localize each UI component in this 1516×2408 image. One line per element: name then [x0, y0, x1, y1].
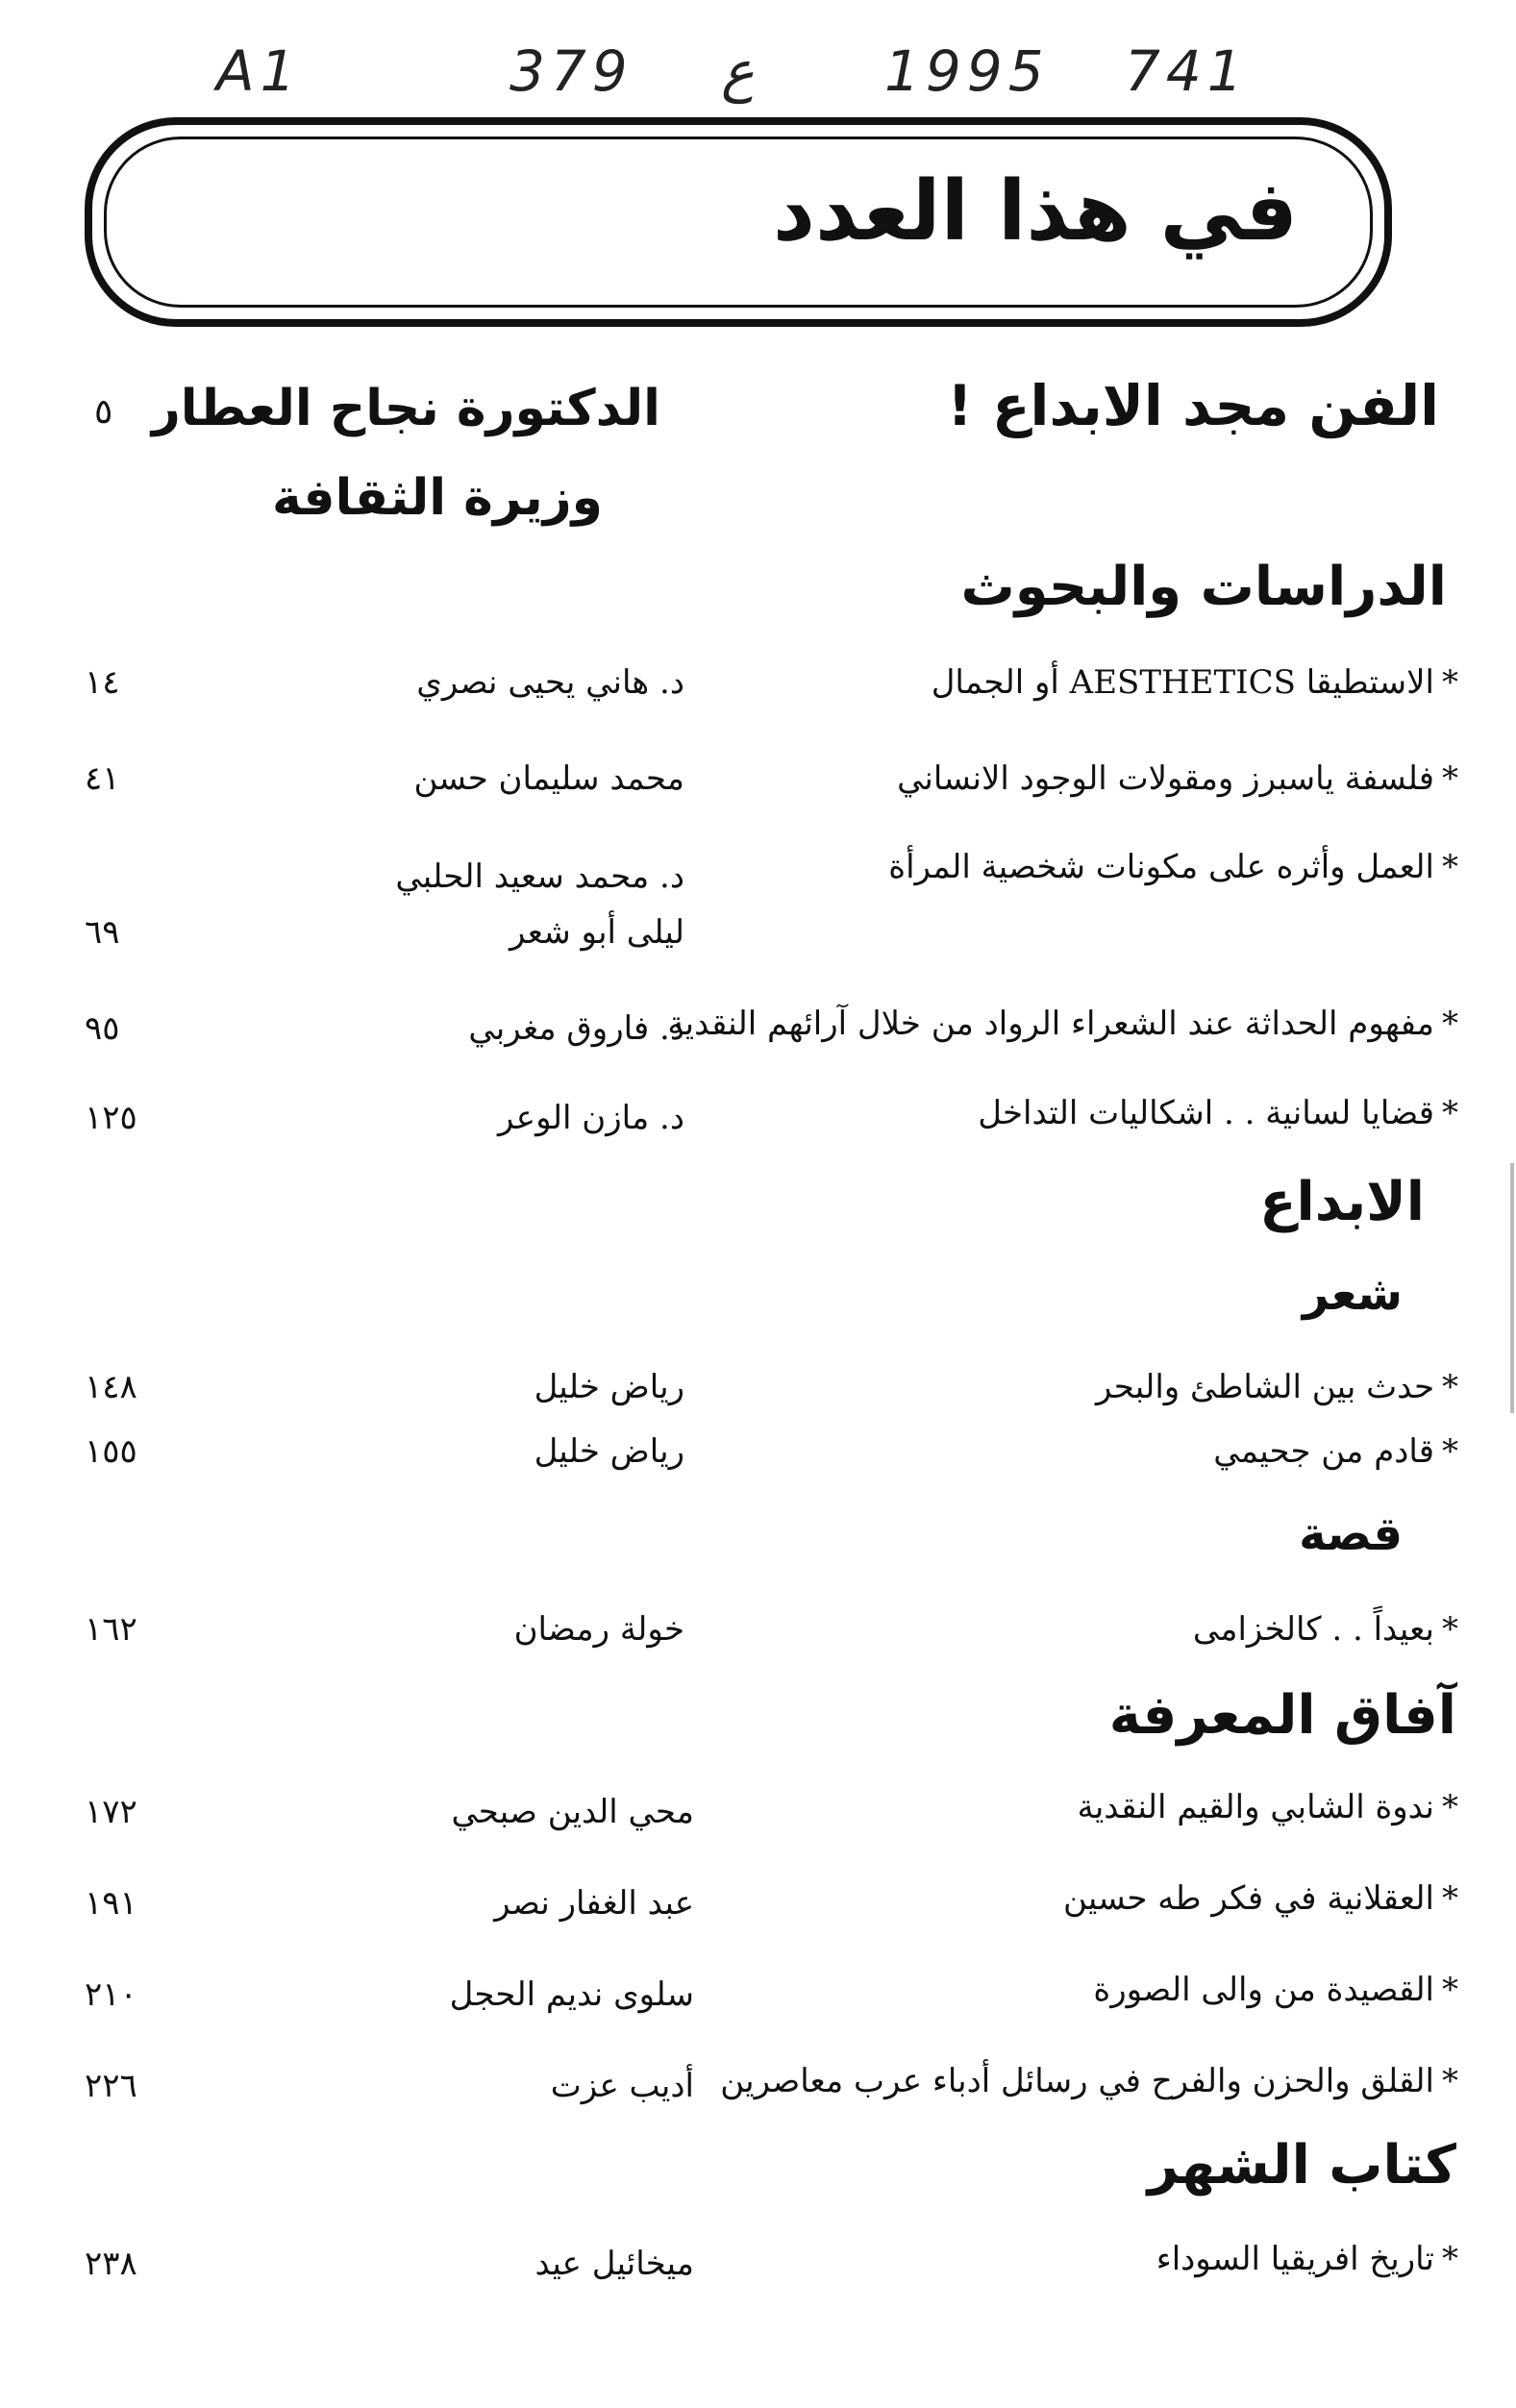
entry-page: ١٤٨ — [85, 1368, 137, 1406]
handwritten-code-a1: A1 — [216, 38, 302, 104]
handwritten-code-741: 741 — [1125, 38, 1249, 104]
section-heading-book: كتاب الشهر — [1147, 2134, 1456, 2197]
entry-title: *العقلانية في فكر طه حسين — [1062, 1879, 1458, 1918]
entry-title: *مفهوم الحداثة عند الشعراء الرواد من خلال آرائهم النقدية — [667, 1005, 1458, 1043]
lead-article-page: ٥ — [94, 392, 113, 432]
entry-author: عبد الغفار نصر — [494, 1884, 694, 1923]
entry-page: ٤١ — [85, 759, 120, 798]
handwritten-catalog-note — [0, 38, 1516, 115]
entry-title: *ندوة الشابي والقيم النقدية — [1077, 1788, 1458, 1826]
lead-article-author: الدكتورة نجاح العطار — [151, 380, 660, 437]
entry-page: ١٢٥ — [85, 1099, 137, 1137]
entry-title: *بعيداً . . كالخزامى — [1192, 1610, 1458, 1649]
page-title: في هذا العدد — [772, 163, 1298, 260]
lead-article-author-role: وزيرة الثقافة — [271, 469, 603, 527]
entry-page: ١٤ — [85, 663, 120, 702]
bullet-star: * — [1442, 663, 1458, 702]
bullet-star: * — [1442, 1610, 1458, 1649]
bullet-star: * — [1442, 1879, 1458, 1918]
bullet-star: * — [1442, 1094, 1458, 1132]
handwritten-code-year: 1995 — [884, 38, 1050, 104]
entry-page: ١٥٥ — [85, 1432, 137, 1471]
entry-title: *قضايا لسانية . . اشكاليات التداخل — [978, 1094, 1458, 1132]
bullet-star: * — [1442, 759, 1458, 798]
section-heading-creativity: الابداع — [1259, 1171, 1425, 1233]
entry-page: ٢٢٦ — [85, 2067, 137, 2105]
entry-page: ٩٥ — [85, 1009, 120, 1048]
bullet-star: * — [1442, 2240, 1458, 2278]
entry-author: محي الدين صبحي — [451, 1793, 694, 1831]
section-heading-knowledge: آفاق المعرفة — [1108, 1684, 1456, 1747]
entry-title: *العمل وأثره على مكونات شخصية المرأة — [888, 848, 1458, 886]
entry-page: ١٩١ — [85, 1884, 137, 1923]
entry-title: *القلق والحزن والفرح في رسائل أدباء عرب معاصرين — [720, 2062, 1458, 2100]
title-frame — [85, 117, 1392, 327]
entry-title: *تاريخ افريقيا السوداء — [1156, 2240, 1458, 2278]
entry-author: ميخائيل عيد — [534, 2245, 694, 2283]
entry-title: *حدث بين الشاطئ والبحر — [1096, 1368, 1458, 1406]
subsection-heading-story: قصة — [1299, 1507, 1403, 1561]
entry-title: *فلسفة ياسبرز ومقولات الوجود الانساني — [897, 759, 1458, 798]
entry-author: رياض خليل — [534, 1368, 684, 1406]
entry-author: محمد سليمان حسن — [413, 759, 684, 798]
entry-author: أديب عزت — [550, 2067, 694, 2105]
section-heading-studies: الدراسات والبحوث — [960, 556, 1447, 618]
subsection-heading-poetry: شعر — [1302, 1267, 1403, 1321]
entry-page: ٢١٠ — [85, 1975, 137, 2014]
entry-author-second: ليلى أبو شعر — [509, 913, 684, 952]
handwritten-code-379: 379 — [509, 38, 634, 104]
handwritten-code-letter: ع — [721, 38, 755, 104]
entry-author: رياض خليل — [534, 1432, 684, 1471]
entry-author: د. محمد سعيد الحلبي — [395, 857, 684, 896]
scan-edge-mark — [1510, 1163, 1514, 1413]
entry-page: ١٧٢ — [85, 1793, 137, 1831]
entry-author: د. هاني يحيى نصري — [416, 663, 684, 702]
bullet-star: * — [1442, 2062, 1458, 2100]
entry-title: *القصيدة من والى الصورة — [1093, 1971, 1458, 2009]
bullet-star: * — [1442, 1005, 1458, 1043]
bullet-star: * — [1442, 1788, 1458, 1826]
bullet-star: * — [1442, 848, 1458, 886]
bullet-star: * — [1442, 1971, 1458, 2009]
entry-title: *قادم من جحيمي — [1213, 1432, 1458, 1471]
entry-author: خولة رمضان — [513, 1610, 684, 1649]
entry-page: ٦٩ — [85, 913, 120, 952]
entry-page: ١٦٢ — [85, 1610, 137, 1649]
entry-author: د. فاروق مغربي — [468, 1009, 684, 1048]
entry-author: د. مازن الوعر — [498, 1099, 684, 1137]
lead-article-title: الفن مجد الابداع ! — [947, 373, 1439, 438]
bullet-star: * — [1442, 1432, 1458, 1471]
entry-page: ٢٣٨ — [85, 2245, 137, 2283]
bullet-star: * — [1442, 1368, 1458, 1406]
entry-title: *الاستطيقا AESTHETICS أو الجمال — [931, 663, 1458, 702]
entry-author: سلوى نديم الحجل — [449, 1975, 694, 2014]
